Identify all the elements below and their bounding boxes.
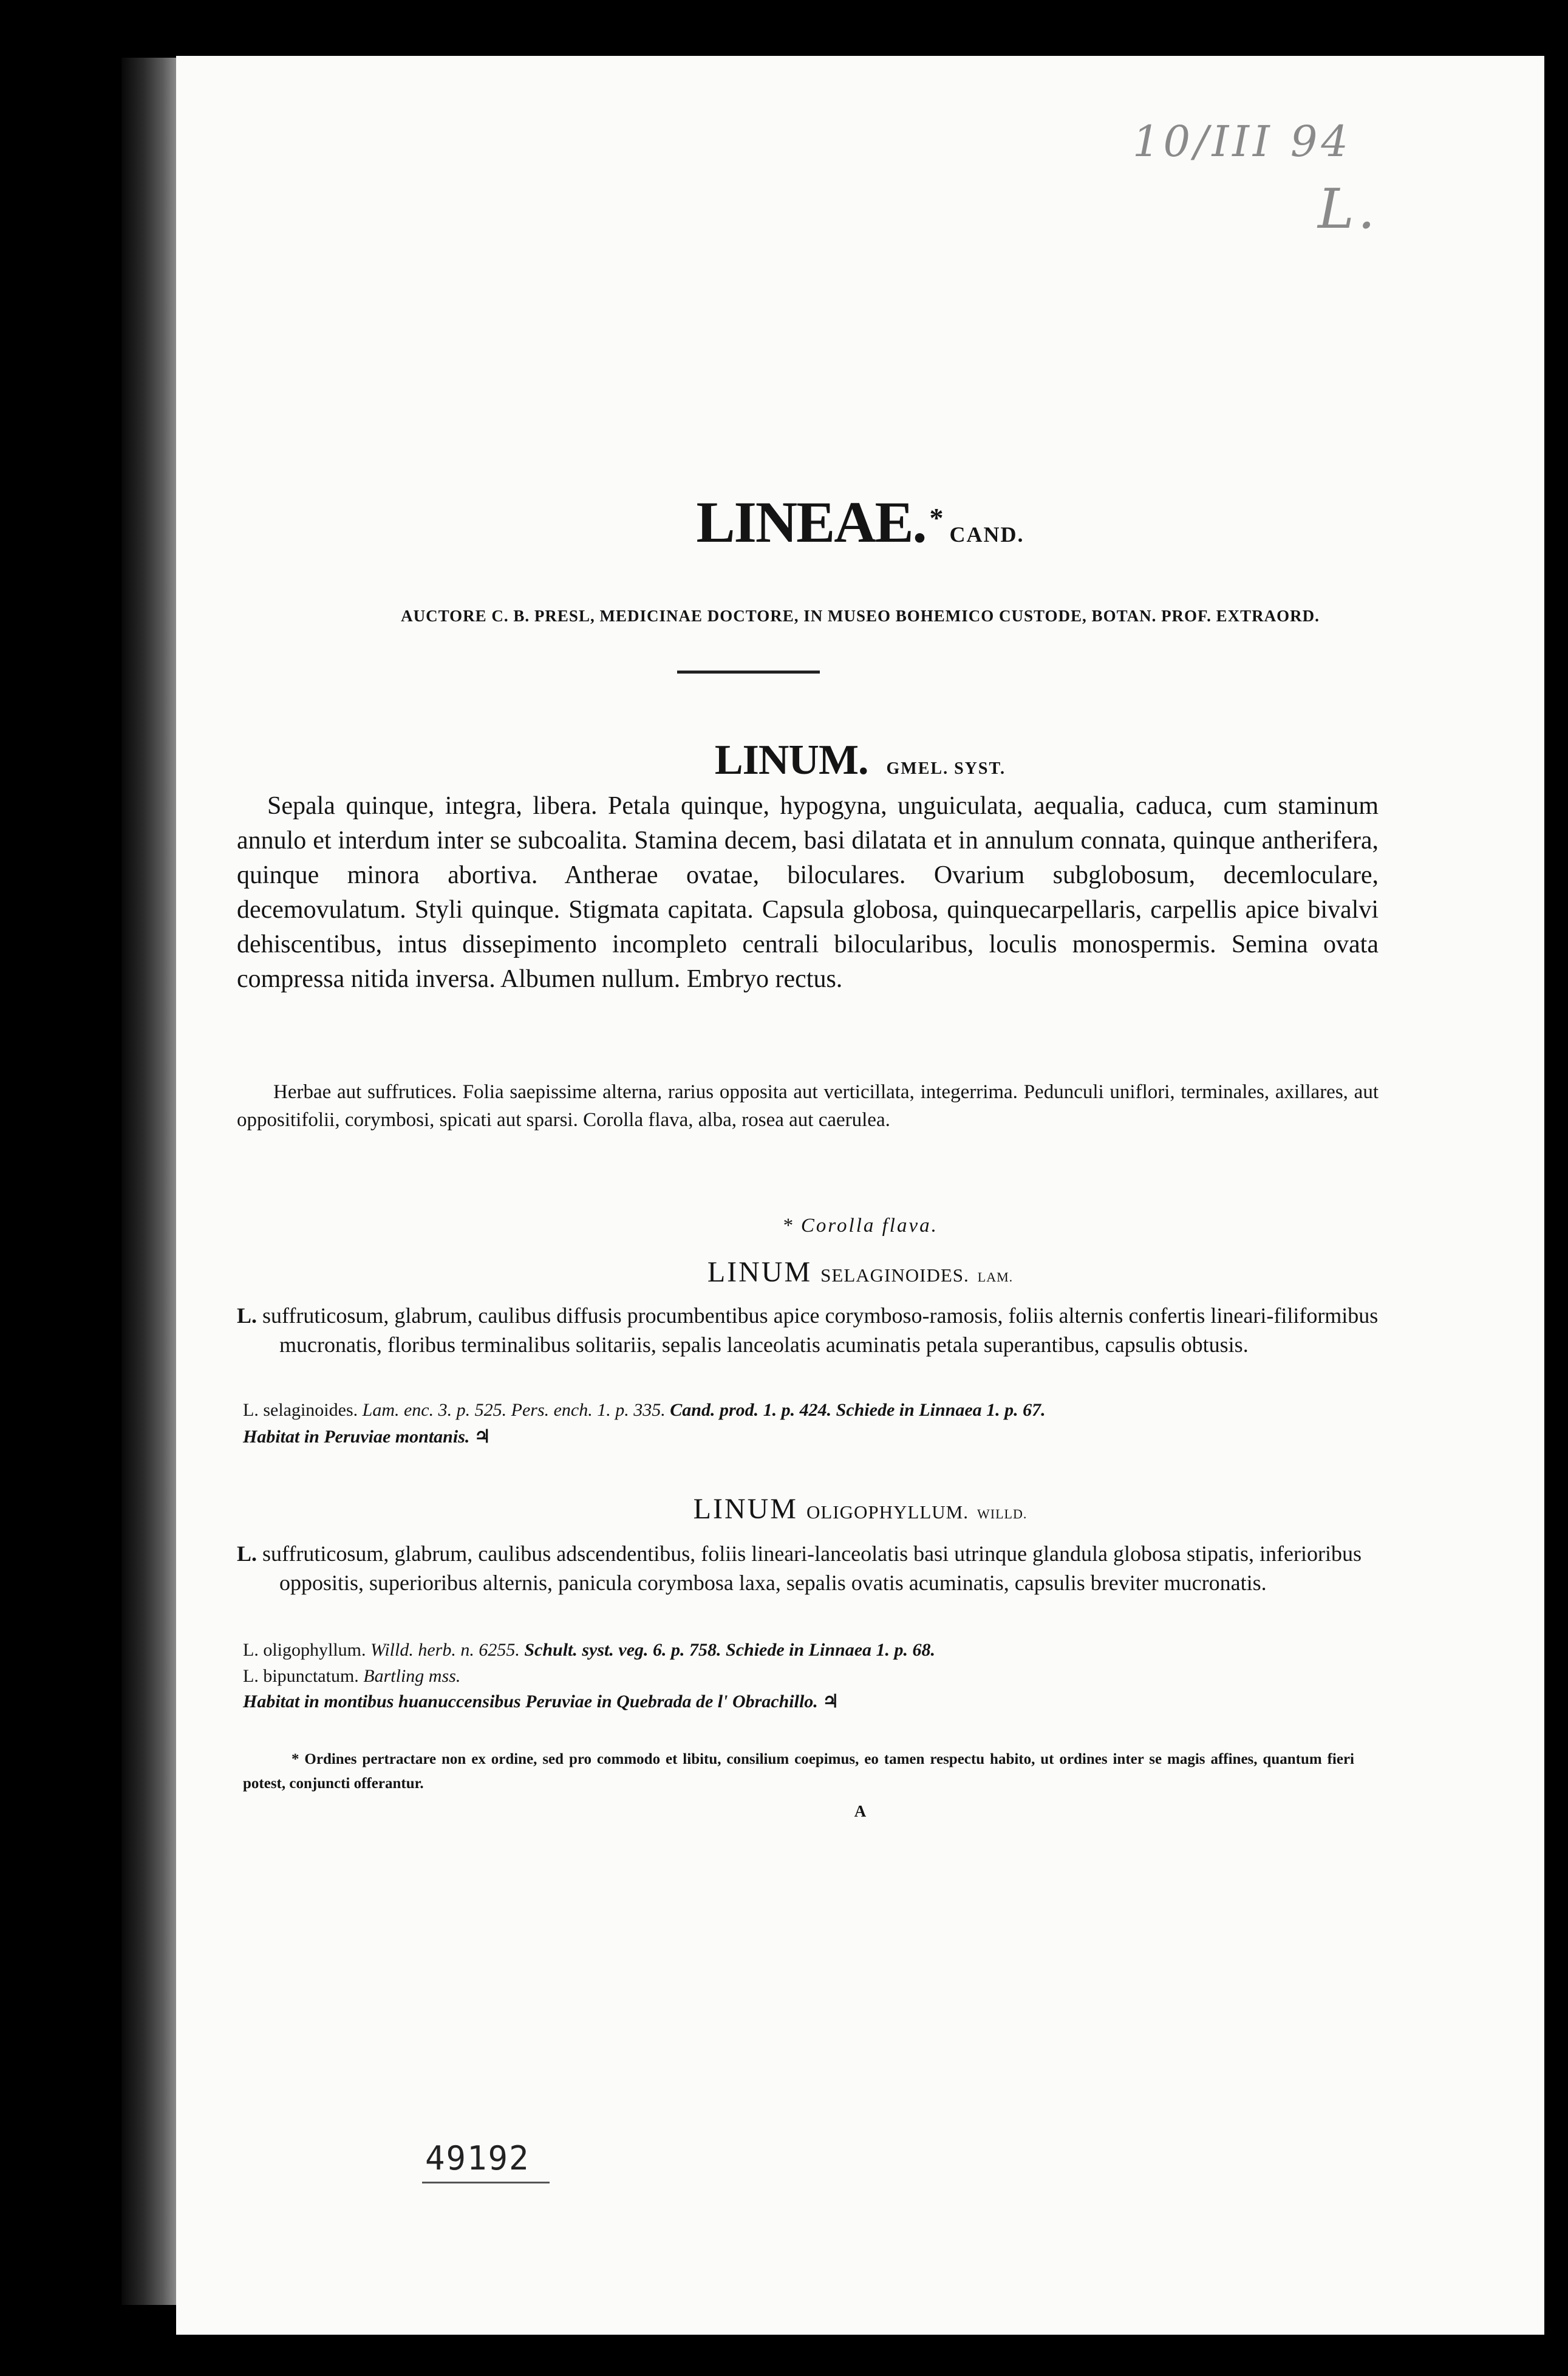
synonym-line (243, 1664, 460, 1688)
reference: Willd. herb. n. 6255. (370, 1640, 520, 1660)
diagnosis-lead: L. (237, 1303, 257, 1328)
reference: Schiede in Linnaea 1. p. 68. (726, 1640, 936, 1660)
synonym-name: L. bipunctatum. (243, 1666, 359, 1686)
reference: Schult. syst. veg. 6. p. 758. (524, 1640, 721, 1660)
synonym-name: L. oligophyllum. (243, 1640, 366, 1660)
habitat-text: Habitat in Peruviae montanis. (243, 1427, 470, 1447)
synonym-line (243, 1638, 935, 1662)
species-authority: WILLD. (977, 1506, 1028, 1521)
title-authority: CAND. (949, 522, 1024, 547)
species-genus: LINUM (707, 1256, 813, 1288)
reference: Cand. prod. 1. p. 424. (670, 1400, 832, 1420)
page-title (176, 488, 1544, 556)
habitat-text: Habitat in montibus huanuccensibus Peruviae in Quebrada de l' Obrachillo. (243, 1692, 818, 1712)
habitat-mark: ♃ (822, 1692, 839, 1712)
author-line: AUCTORE C. B. PRESL, MEDICINAE DOCTORE, IN MUSEO BOHEMICO CUSTODE, BOTAN. PROF. EXTRAORD. (401, 607, 1320, 625)
accession-number: 49192 (425, 2139, 530, 2177)
footnote: * Ordines pertractare non ex ordine, sed pro commodo et libitu, consilium coepimus, eo tamen respectu habito, ut ordines inter se magis affines, quantum fieri potest, conjuncti offerantur. (243, 1751, 1354, 1792)
pencil-initials-note: L. (1318, 177, 1379, 241)
family-title: LINEAE. (696, 490, 926, 555)
reference: Bartling mss. (363, 1666, 461, 1686)
species-epithet: OLIGOPHYLLUM. (806, 1501, 969, 1523)
species-genus: LINUM (693, 1493, 798, 1525)
species-heading (176, 1255, 1544, 1289)
genus-heading (176, 736, 1544, 785)
species-diagnosis (237, 1539, 1397, 1597)
synonym-line (243, 1398, 1046, 1422)
accession-underline (422, 2182, 550, 2183)
genus-description: Sepala quinque, integra, libera. Petala quinque, hypogyna, unguiculata, aequalia, caduca, cum staminum annulo et interdum inter se subcoalita. Stamina decem, basi dilatata et in annulum connata, quinque antherifera, quinque minora abortiva. Antherae ovatae, biloculares. Ovarium subglobosum, decemloculare, decemovulatum. Styli quinque. Stigmata capitata. Capsula globosa, quinquecarpellaris, carpellis apice bivalvi dehiscentibus, intus dissepimento incompleto centrali bilocularibus, loculis monospermis. Semina ovata compressa nitida inversa. Albumen nullum. Embryo rectus. (237, 792, 1379, 993)
diagnosis-lead: L. (237, 1541, 257, 1566)
diagnosis-text: suffruticosum, glabrum, caulibus adscendentibus, foliis lineari-lanceolatis basi utrinque glandula globosa stipatis, inferioribus oppositis, superioribus alternis, panicula corymbosa laxa, sepalis ovatis acuminatis, capsulis breviter mucronatis. (262, 1541, 1362, 1595)
genus-authority: GMEL. SYST. (886, 759, 1006, 778)
diagnosis-text: suffruticosum, glabrum, caulibus diffusis procumbentibus apice corymboso-ramosis, foliis alternis confertis lineari-filiformibus mucronatis, floribus terminalibus solitariis, sepalis lanceolatis acuminatis petala superantibus, capsulis obtusis. (262, 1303, 1379, 1357)
reference: Pers. ench. 1. p. 335. (511, 1400, 666, 1420)
species-heading (176, 1492, 1544, 1526)
pencil-date-note: 10/III 94 (1133, 117, 1352, 166)
genus-notes: Herbae aut suffrutices. Folia saepissime alterna, rarius opposita aut verticillata, integerrima. Pedunculi uniflori, terminales, axillares, aut oppositifolii, corymbosi, spicati aut sparsi. Corolla flava, alba, rosea aut caerulea. (237, 1081, 1379, 1131)
species-diagnosis (237, 1301, 1397, 1359)
title-asterisk: * (929, 502, 944, 533)
synonym-name: L. selaginoides. (243, 1400, 358, 1420)
section-label: * Corolla flava. (782, 1215, 938, 1237)
habitat-mark: ♃ (474, 1427, 491, 1447)
book-spine-edge (121, 58, 176, 2305)
title-divider (677, 671, 820, 674)
reference: Lam. enc. 3. p. 525. (362, 1400, 507, 1420)
habitat-line (243, 1426, 491, 1447)
species-epithet: SELAGINOIDES. (820, 1265, 969, 1286)
habitat-line (243, 1691, 839, 1712)
signature-mark: A (854, 1802, 867, 1820)
species-authority: LAM. (977, 1269, 1014, 1285)
document-page (176, 56, 1544, 2335)
reference: Schiede in Linnaea 1. p. 67. (836, 1400, 1046, 1420)
genus-name: LINUM. (714, 737, 868, 783)
